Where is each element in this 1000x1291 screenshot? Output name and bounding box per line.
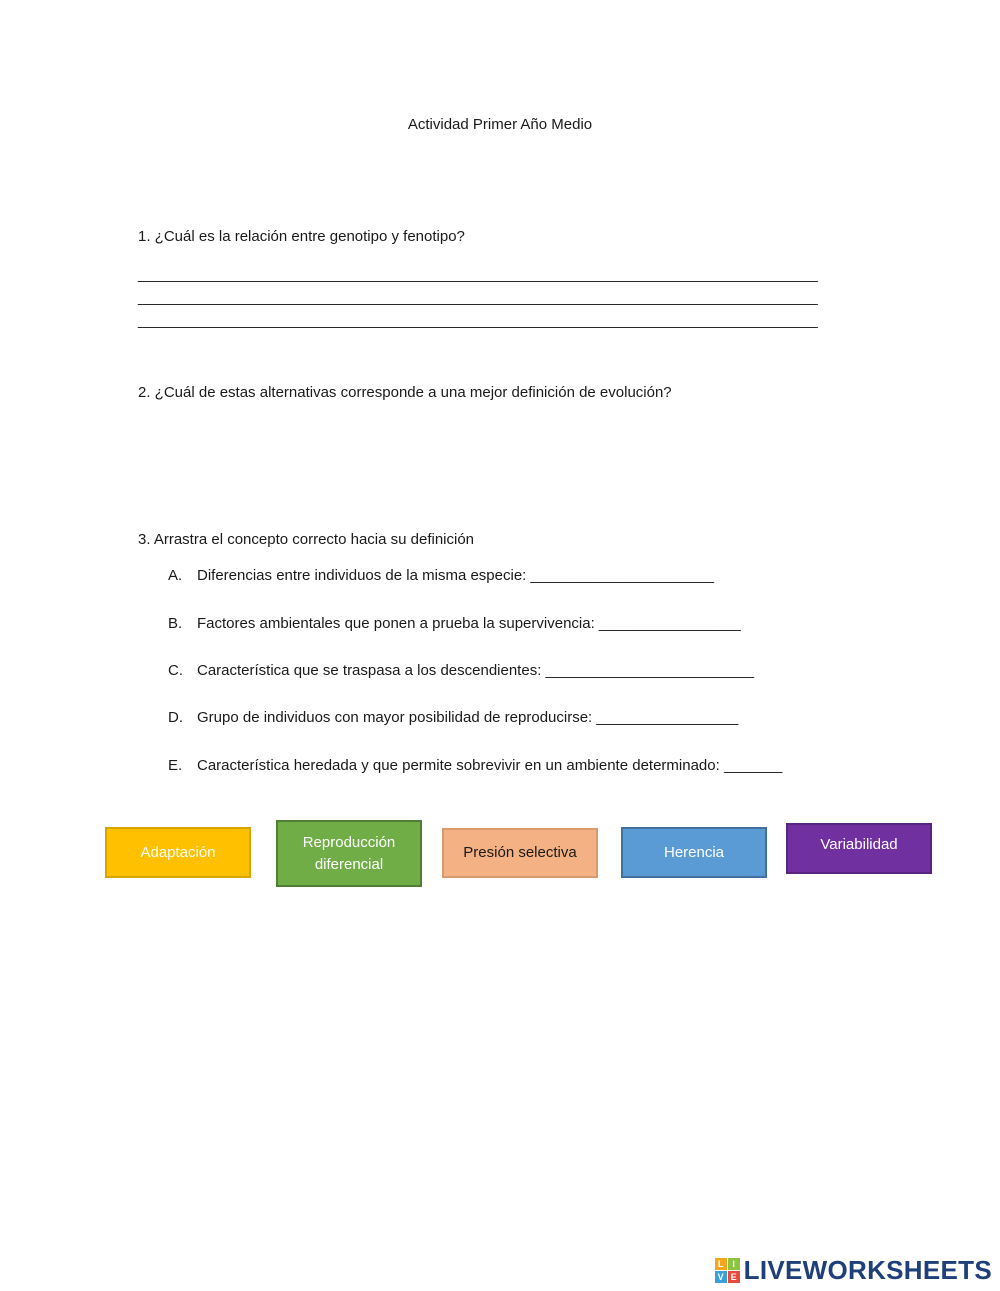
logo-badge-letter: V	[715, 1271, 727, 1283]
item-c-text[interactable]: Característica que se traspasa a los descendientes: _________________________	[197, 662, 755, 679]
item-d-letter: D.	[168, 709, 183, 726]
item-e-letter: E.	[168, 757, 183, 774]
item-c-letter: C.	[168, 662, 183, 679]
item-a-text[interactable]: Diferencias entre individuos de la misma especie: ______________________	[197, 567, 715, 584]
answer-line-3[interactable]: _____________________________________________________________________________________	[138, 312, 818, 329]
chip-adaptacion[interactable]	[105, 827, 251, 878]
chip-variabilidad[interactable]	[786, 823, 932, 874]
chip-label: Presión selectiva	[463, 844, 577, 861]
logo-badge-letter: E	[728, 1271, 740, 1283]
logo-badge-letter: I	[728, 1258, 740, 1270]
chip-label-line-1: Reproducción	[302, 833, 396, 851]
chip-label: Herencia	[663, 843, 725, 861]
logo-text: LIVEWORKSHEETS	[743, 1255, 992, 1285]
chip-herencia[interactable]	[621, 827, 767, 878]
item-b-letter: B.	[168, 615, 183, 632]
question-2: 2. ¿Cuál de estas alternativas corresponde a una mejor definición de evolución?	[138, 384, 672, 401]
question-3: 3. Arrastra el concepto correcto hacia su definición	[138, 531, 475, 548]
logo-badge-letter: L	[715, 1258, 727, 1270]
item-d-text[interactable]: Grupo de individuos con mayor posibilidad de reproducirse: _________________	[197, 709, 739, 726]
chip-presion-selectiva[interactable]	[442, 828, 598, 878]
chip-label-line-2: diferencial	[314, 855, 384, 873]
chip-label: Adaptación	[140, 843, 216, 861]
item-b-text[interactable]: Factores ambientales que ponen a prueba la supervivencia: _________________	[197, 615, 741, 632]
logo-badge-icon	[715, 1258, 740, 1283]
chip-reproduccion-diferencial[interactable]	[276, 820, 422, 887]
question-1: 1. ¿Cuál es la relación entre genotipo y fenotipo?	[138, 228, 465, 245]
answer-line-2[interactable]: _____________________________________________________________________________________	[138, 289, 818, 306]
item-e-text[interactable]: Característica heredada y que permite sobrevivir en un ambiente determinado: _______	[197, 757, 783, 774]
page-title: Actividad Primer Año Medio	[407, 116, 593, 133]
liveworksheets-logo	[715, 1255, 992, 1286]
answer-line-1[interactable]: _____________________________________________________________________________________	[138, 266, 818, 283]
item-a-letter: A.	[168, 567, 183, 584]
chip-label: Variabilidad	[820, 836, 898, 853]
